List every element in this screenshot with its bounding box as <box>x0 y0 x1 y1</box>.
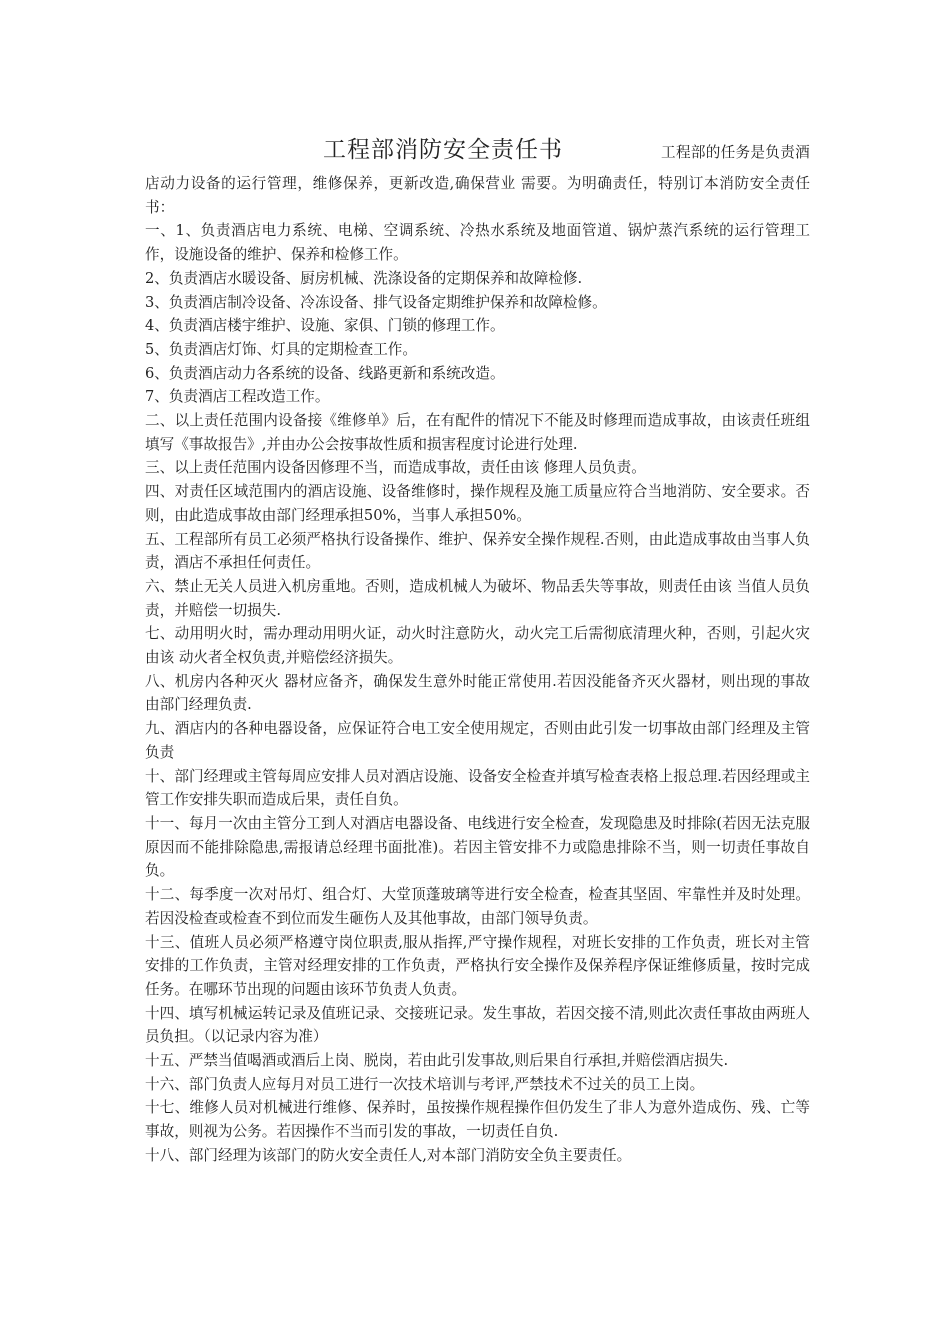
clause-1-5: 5、负责酒店灯饰、灯具的定期检查工作。 <box>145 340 417 358</box>
clause-16: 十六、部门负责人应每月对员工进行一次技术培训与考评,严禁技术不过关的员工上岗。 <box>145 1075 705 1093</box>
clause-6: 六、禁止无关人员进入机房重地。否则，造成机械人为破坏、物品丢失等事故，则责任由该 当值人员负责，并赔偿一切损失. <box>145 577 810 619</box>
clause-10: 十、部门经理或主管每周应安排人员对酒店设施、设备安全检查并填写检查表格上报总理.若因经理或主管工作安排失职而造成后果，责任自负。 <box>145 767 810 809</box>
clause-12: 十二、每季度一次对吊灯、组合灯、大堂顶蓬玻璃等进行安全检查，检查其坚固、牢靠性并及时处理。若因没检查或检查不到位而发生砸伤人及其他事故，由部门领导负责。 <box>145 886 810 927</box>
clause-15: 十五、严禁当值喝酒或酒后上岗、脱岗，若由此引发事故,则后果自行承担,并赔偿酒店损失. <box>145 1052 729 1070</box>
intro-paragraph: 店动力设备的运行管理，维修保养，更新改造,确保营业 需要。为明确责任，特别订本消防安全责任书： <box>145 175 810 216</box>
document-body <box>145 134 810 1168</box>
clause-1-1: 一、1、负责酒店电力系统、电梯、空调系统、冷热水系统及地面管道、锅炉蒸汽系统的运行管理工作，设施设备的维护、保养和检修工作。 <box>145 222 810 264</box>
clause-2: 二、以上责任范围内设备接《维修单》后，在有配件的情况下不能及时修理而造成事故，由该责任班组填写《事故报告》,并由办公会按事故性质和损害程度讨论进行处理. <box>145 412 810 453</box>
clause-1-4: 4、负责酒店楼宇维护、设施、家俱、门锁的修理工作。 <box>145 317 505 335</box>
clause-8: 八、机房内各种灭火 器材应备齐，确保发生意外时能正常使用.若因没能备齐灭火器材，则出现的事故由部门经理负责. <box>145 672 810 714</box>
clause-5: 五、工程部所有员工必须严格执行设备操作、维护、保养安全操作规程.否则，由此造成事故由当事人负责，酒店不承担任何责任。 <box>145 530 810 572</box>
clause-3: 三、以上责任范围内设备因修理不当，而造成事故，责任由该 修理人员负责。 <box>145 459 646 477</box>
clause-18: 十八、部门经理为该部门的防火安全责任人,对本部门消防安全负主要责任。 <box>145 1146 632 1164</box>
clause-17: 十七、维修人员对机械进行维修、保养时，虽按操作规程操作但仍发生了非人为意外造成伤、残、亡等事故，则视为公务。若因操作不当而引发的事故，一切责任自负. <box>145 1099 810 1141</box>
title-line <box>145 134 810 172</box>
clause-13: 十三、值班人员必须严格遵守岗位职责,服从指挥,严守操作规程，对班长安排的工作负责，班长对主管安排的工作负责，主管对经理安排的工作负责，严格执行安全操作及保养程序保证维修质量，按时完成任务。在哪环节出现的问题由该环节负责人负责。 <box>145 933 810 998</box>
clause-7: 七、动用明火时，需办理动用明火证，动火时注意防火，动火完工后需彻底清理火种，否则，引起火灾由该 动火者全权负责,并赔偿经济损失。 <box>145 625 810 667</box>
clause-4: 四、对责任区域范围内的酒店设施、设备维修时，操作规程及施工质量应符合当地消防、安全要求。否则，由此造成事故由部门经理承担50%，当事人承担50%。 <box>145 483 810 524</box>
clause-1-2: 2、负责酒店水暖设备、厨房机械、洗涤设备的定期保养和故障检修. <box>145 269 583 287</box>
clause-1-6: 6、负责酒店动力各系统的设备、线路更新和系统改造。 <box>145 364 505 382</box>
document-title: 工程部消防安全责任书 <box>323 137 563 163</box>
intro-lead-text: 工程部的任务是负责酒 <box>661 144 810 161</box>
clause-9: 九、酒店内的各种电器设备，应保证符合电工安全使用规定，否则由此引发一切事故由部门经理及主管负责 <box>145 720 810 761</box>
clause-1-7: 7、负责酒店工程改造工作。 <box>145 388 330 406</box>
clause-1-3: 3、负责酒店制冷设备、冷冻设备、排气设备定期维护保养和故障检修。 <box>145 293 607 311</box>
clause-14: 十四、填写机械运转记录及值班记录、交接班记录。发生事故，若因交接不清,则此次责任事故由两班人员负担。（以记录内容为准） <box>145 1004 810 1046</box>
clause-11: 十一、每月一次由主管分工到人对酒店电器设备、电线进行安全检查，发现隐患及时排除(若因无法克服原因而不能排除隐患,需报请总经理书面批准)。若因主管安排不力或隐患排除不当，则一切责任事故自负。 <box>145 814 810 880</box>
